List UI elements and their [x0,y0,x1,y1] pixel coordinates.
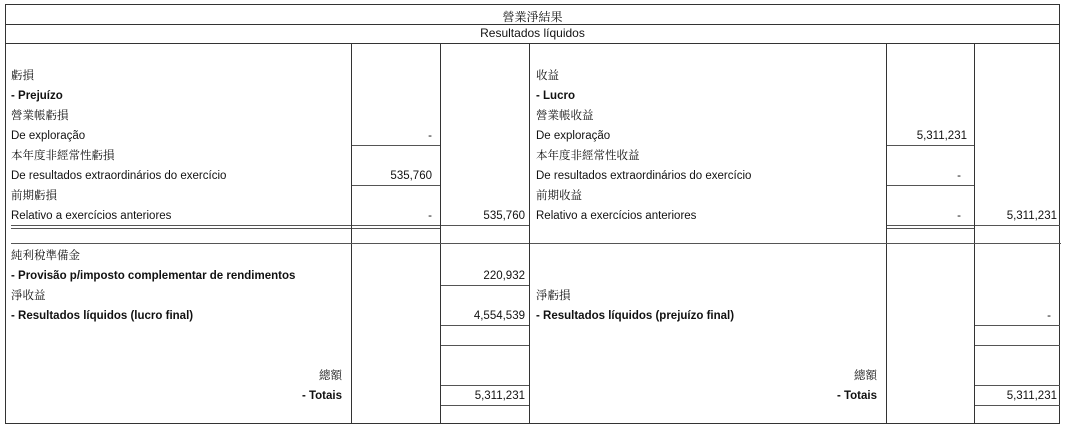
underline [975,345,1060,346]
extra-gain-value: - [957,170,961,182]
column-divider [974,43,975,423]
op-loss-value: - [428,130,432,142]
left-total-value: 5,311,231 [474,390,525,402]
column-divider [886,43,887,423]
op-gain-value: 5,311,231 [916,130,967,142]
net-value: 4,554,539 [473,310,525,322]
column-divider [440,43,441,423]
loss-label-pt: - Prejuízo [11,90,63,102]
total-label-pt: - Totais [301,390,342,402]
right-total-label-pt: - Totais [836,390,877,402]
prior-gain-value: - [957,210,961,222]
net-label-pt: - Resultados líquidos (lucro final) [11,310,194,322]
gain-total-value: 5,311,231 [1006,210,1057,222]
gain-label-pt: - Lucro [536,90,575,102]
prior-gain-label-pt: Relativo a exercícios anteriores [536,210,697,222]
underline [441,325,529,326]
underline [975,405,1060,406]
underline [352,145,440,146]
prior-loss-label-pt: Relativo a exercícios anteriores [11,210,172,222]
prior-loss-label-zh: 前期虧損 [11,190,57,202]
row-rule [530,243,1061,244]
op-loss-label-zh: 營業帳虧損 [11,110,69,122]
op-loss-label-pt: De exploração [11,130,86,142]
extra-gain-label-zh: 本年度非經常性收益 [536,150,640,162]
underline [441,285,529,286]
extra-loss-label-zh: 本年度非經常性虧損 [11,150,115,162]
underline [975,385,1060,386]
loss-label-zh: 虧損 [11,70,34,82]
op-gain-label-zh: 營業帳收益 [536,110,594,122]
loss-total-value: 535,760 [483,210,525,222]
row-rule [11,228,351,229]
underline [887,185,974,186]
underline [975,325,1060,326]
extra-loss-value: 535,760 [390,170,432,182]
extra-loss-label-pt: De resultados extraordinários do exercício [11,170,227,182]
netloss-value: - [1047,310,1051,322]
tax-label-pt: - Provisão p/imposto complementar de rendimentos [11,270,296,282]
netloss-label-zh: 淨虧損 [536,290,571,302]
op-gain-label-pt: De exploração [536,130,611,142]
column-divider [529,43,530,423]
underline [352,225,440,226]
tax-value: 220,932 [483,270,525,282]
net-label-zh: 淨收益 [11,290,46,302]
prior-loss-value: - [428,210,432,222]
column-divider [351,43,352,423]
title-chinese: 營業淨結果 [502,10,563,24]
prior-gain-label-zh: 前期收益 [536,190,582,202]
title-portuguese: Resultados líquidos [480,26,585,40]
underline [441,385,529,386]
right-total-value: 5,311,231 [1006,390,1057,402]
underline [441,225,529,226]
row-rule [11,243,529,244]
underline [441,345,529,346]
underline [887,228,974,229]
netloss-label-pt: - Resultados líquidos (prejuízo final) [536,310,735,322]
tax-label-zh: 純利稅準備金 [11,250,80,262]
underline [441,405,529,406]
underline [975,225,1060,226]
row-rule [11,225,351,226]
divider [6,43,1059,44]
underline [352,185,440,186]
total-label-zh: 總額 [319,370,342,382]
right-total-label-zh: 總額 [854,370,877,382]
gain-label-zh: 收益 [536,70,559,82]
results-statement [5,4,1060,424]
extra-gain-label-pt: De resultados extraordinários do exercício [536,170,752,182]
underline [352,228,440,229]
underline [887,225,974,226]
divider [6,24,1059,25]
underline [887,145,974,146]
